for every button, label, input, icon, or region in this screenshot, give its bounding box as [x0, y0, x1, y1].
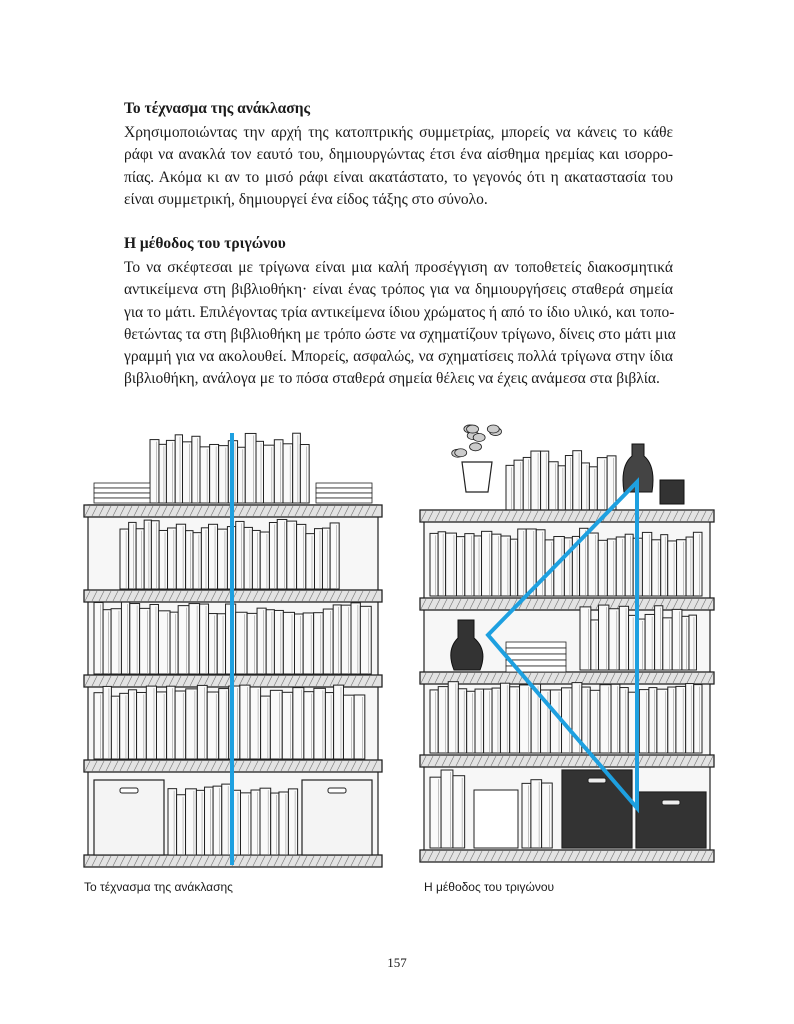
book-spine [270, 690, 282, 759]
book-spine [607, 539, 616, 596]
book-spine [150, 440, 159, 503]
book-spine [590, 690, 600, 753]
book-spine [274, 610, 283, 674]
book-spine [156, 692, 166, 759]
book-spine [283, 444, 293, 503]
bookshelf-reflection-illustration [80, 425, 390, 870]
paragraph-line: είναι συμμετρική, δημιουργεί ένα είδος τάξης στο σύνολο. [124, 190, 488, 208]
book-spine [158, 611, 170, 674]
book-spine [686, 537, 693, 596]
book-spine [430, 690, 438, 753]
book-spine [351, 603, 360, 674]
book-spine [360, 606, 371, 674]
book-spine [323, 609, 333, 674]
book-spine [210, 444, 219, 503]
book-spine [475, 689, 484, 753]
book-spine [282, 692, 293, 759]
book-spine [492, 534, 501, 596]
book-spine [260, 532, 269, 589]
book-spine [244, 527, 252, 589]
stacked-book [506, 648, 566, 654]
book-spine [222, 784, 231, 855]
book-spine [510, 687, 520, 753]
book-spine [264, 445, 275, 503]
book-spine [94, 693, 103, 759]
book-spine [474, 536, 481, 596]
book-spine [607, 456, 616, 510]
book-spine [625, 534, 633, 596]
book-spine [514, 460, 523, 510]
book-spine [573, 451, 582, 510]
book-spine [334, 685, 344, 759]
book-spine [209, 614, 218, 674]
book-spine [120, 529, 129, 589]
book-spine [166, 440, 175, 503]
box-handle [120, 788, 138, 793]
paragraph-line: θετώντας τα στη βιβλιοθήκη με τρόπο ώστε να σχηματίζουν τρίγωνο, δίνεις στο μάτι μια [124, 325, 676, 343]
paragraph-line: αντικείμενα στη βιβλιοθήκη· είναι ένας τρόπος για να δημιουργήσεις σταθερά σημεία [124, 281, 673, 299]
book-spine [668, 541, 677, 596]
book-spine [611, 684, 620, 753]
book-spine [150, 604, 159, 674]
book-spine [257, 608, 266, 674]
paragraph-line: Το να σκέφτεσαι με τρίγωνα είναι μια καλή προσέγγιση αν τοποθετείς διακοσμητικά [124, 259, 673, 276]
book-spine [693, 532, 702, 596]
stacked-book [94, 488, 150, 493]
book-spine [201, 528, 208, 589]
paragraph-line: πίας. Ακόμα κι αν το μισό ράφι είναι ακατάστατο, το γεγονός ότι η ακαταστασία του [124, 168, 673, 186]
book-spine [541, 451, 549, 510]
book-spine [663, 618, 672, 670]
book-spine [177, 795, 186, 855]
book-spine [642, 532, 651, 596]
section-heading-reflection: Το τέχνασμα της ανάκλασης [124, 100, 311, 117]
book-spine [694, 685, 702, 753]
book-spine [175, 691, 186, 759]
book-spine [341, 605, 351, 674]
section-heading-triangle: Η μέθοδος του τριγώνου [124, 235, 286, 252]
book-spine [130, 604, 140, 674]
book-spine [655, 606, 663, 670]
book-spine [186, 689, 198, 759]
book-spine [111, 696, 119, 759]
book-spine [193, 533, 201, 589]
stacked-book [316, 483, 372, 488]
book-spine [510, 539, 517, 596]
book-spine [236, 521, 244, 589]
book-spine [531, 780, 542, 848]
book-spine [175, 435, 182, 503]
book-spine [168, 528, 177, 589]
book-spine [136, 529, 144, 589]
caption-reflection: Το τέχνασμα της ανάκλασης [84, 880, 233, 894]
book-spine [167, 686, 175, 759]
book-spine [94, 603, 103, 674]
book-spine [668, 687, 676, 753]
book-spine [599, 605, 609, 670]
book-spine [333, 605, 341, 674]
book-spine [522, 783, 531, 848]
plant-pot [462, 462, 492, 492]
shelf-board [420, 510, 714, 522]
book-spine [287, 521, 297, 589]
book-spine [271, 793, 279, 855]
shelf-board [420, 755, 714, 767]
book-spine [297, 524, 306, 589]
book-spine [597, 458, 607, 510]
book-spine [518, 529, 527, 596]
book-spine [500, 683, 509, 753]
book-spine [209, 524, 218, 589]
book-spine [582, 463, 590, 510]
book-spine [501, 536, 510, 596]
paragraph-line: ράφι να ανακλά τον εαυτό του, δημιουργώντας έτσι ένα αίσθημα ηρεμίας και ισορρο- [124, 146, 673, 164]
book-spine [293, 688, 304, 759]
book-spine [304, 692, 314, 759]
book-spine [300, 445, 309, 503]
book-spine [682, 616, 689, 670]
book-spine [458, 689, 466, 753]
book-spine [620, 688, 628, 753]
book-spine [657, 689, 668, 753]
book-spine [672, 609, 682, 670]
book-spine [205, 787, 214, 855]
book-spine [591, 620, 599, 670]
book-spine [325, 693, 333, 759]
book-spine [207, 692, 219, 759]
book-spine [218, 529, 228, 589]
book-spine [645, 614, 655, 670]
book-spine [103, 610, 111, 674]
book-spine [314, 688, 326, 759]
book-spine [589, 467, 597, 510]
book-spine [314, 529, 322, 589]
book-spine [482, 531, 492, 596]
book-spine [456, 537, 464, 596]
book-spine [430, 777, 441, 848]
book-spine [137, 692, 147, 759]
bookshelf-triangle-illustration [410, 410, 720, 870]
page-number: 157 [387, 955, 407, 970]
book-spine [186, 531, 193, 589]
book-spine [542, 783, 553, 848]
book-spine [189, 604, 200, 674]
caption-triangle: Η μέθοδος του τριγώνου [424, 880, 555, 894]
book-spine [159, 530, 167, 589]
book-spine [565, 456, 572, 510]
paragraph-reflection [124, 122, 673, 211]
stacked-book [506, 642, 566, 648]
stacked-book [506, 654, 566, 660]
book-spine [639, 690, 649, 753]
book-spine [120, 693, 129, 759]
book-spine [128, 690, 136, 759]
book-spine [240, 685, 250, 759]
book-spine [564, 538, 572, 596]
book-spine [245, 433, 256, 503]
book-spine [196, 790, 204, 855]
plant-leaf [473, 433, 485, 441]
box-handle [588, 778, 606, 783]
paragraph-triangle [124, 257, 676, 391]
book-spine [269, 523, 277, 589]
book-spine [580, 607, 591, 670]
book-spine [261, 696, 271, 759]
book-spine [441, 770, 453, 848]
book-spine [322, 528, 330, 589]
book-spine [588, 533, 598, 596]
book-spine [213, 786, 222, 855]
book-spine [600, 685, 611, 753]
book-spine [274, 440, 283, 503]
book-spine [247, 613, 257, 674]
glass-cup [474, 790, 518, 848]
shelf-board [420, 672, 714, 684]
book-spine [197, 685, 207, 759]
book-spine [523, 457, 531, 510]
book-spine [484, 689, 492, 753]
book-spine [652, 540, 661, 596]
book-spine [192, 436, 200, 503]
paragraph-line: βιβλιοθήκη, ανάλογα με το πόσα σταθερά σημεία θέλεις να έχεις ανάμεσα στα βιβλία. [124, 370, 660, 388]
book-spine [277, 519, 287, 589]
book-spine [183, 442, 192, 503]
book-spine [448, 682, 458, 753]
book-spine [676, 686, 686, 753]
book-spine [686, 684, 694, 753]
box-handle [328, 788, 346, 793]
book-spine [314, 613, 324, 674]
book-spine [236, 612, 247, 674]
plant-leaf [487, 425, 499, 433]
book-spine [677, 540, 686, 596]
book-spine [430, 533, 438, 596]
book-spine [330, 523, 339, 589]
book-spine [103, 686, 111, 759]
book-spine [260, 788, 271, 855]
plant-leaf [455, 449, 467, 457]
book-spine [467, 691, 475, 753]
stacked-book [316, 493, 372, 498]
plant-leaf [470, 443, 482, 451]
plant-leaf [467, 425, 479, 433]
stacked-book [316, 498, 372, 503]
book-spine [200, 447, 210, 503]
book-spine [354, 695, 365, 759]
book-spine [176, 524, 185, 589]
book-spine [549, 462, 558, 510]
stacked-book [316, 488, 372, 493]
book-spine [446, 533, 457, 596]
book-spine [252, 530, 260, 589]
book-spine [306, 534, 315, 589]
book-spine [649, 688, 657, 753]
stacked-book [94, 498, 150, 503]
book-spine [168, 789, 177, 855]
book-spine [256, 441, 263, 503]
book-spine [520, 685, 532, 753]
book-spine [453, 776, 465, 848]
book-spine [121, 602, 129, 674]
book-spine [438, 687, 448, 753]
book-spine [438, 532, 446, 596]
book-spine [251, 790, 260, 855]
book-spine [558, 466, 565, 510]
book-spine [159, 444, 166, 503]
jar-dark [660, 480, 684, 504]
book-spine [219, 446, 229, 503]
stacked-book [94, 493, 150, 498]
book-spine [266, 610, 274, 674]
paragraph-line: για το μάτι. Επιλέγοντας τρία αντικείμενα ίδιου χρώματος ή από το ίδιο υλικό, και τοπο- [124, 303, 675, 321]
book-spine [295, 614, 304, 674]
book-spine [140, 608, 150, 674]
book-spine [240, 793, 250, 855]
book-spine [629, 615, 636, 670]
book-spine [279, 792, 288, 855]
book-spine [217, 614, 225, 674]
shelf-board [420, 850, 714, 862]
shelf-board [420, 598, 714, 610]
book-spine [661, 535, 668, 596]
book-spine [238, 447, 246, 503]
stacked-book [94, 483, 150, 488]
book-spine [598, 540, 607, 596]
book-spine [111, 609, 121, 674]
book-spine [689, 615, 696, 670]
book-spine [186, 789, 197, 855]
book-spine [170, 612, 178, 674]
book-spine [219, 689, 229, 759]
book-spine [250, 687, 261, 759]
book-spine [616, 537, 625, 596]
paragraph-line: γραμμή για να ακολουθεί. Μπορείς, ασφαλώς, να σχηματίσεις πολλά τρίγωνα στην ίδια [124, 348, 673, 366]
book-spine [178, 606, 189, 674]
book-spine [303, 613, 313, 674]
book-spine [506, 465, 514, 510]
book-spine [343, 695, 354, 759]
paragraph-line: Χρησιμοποιώντας την αρχή της κατοπτρικής συμμετρίας, μπορείς να κάνεις το κάθε [124, 124, 673, 141]
book-spine [465, 534, 474, 596]
book-spine [492, 688, 500, 753]
book-spine [146, 686, 156, 759]
book-spine [619, 606, 628, 670]
book-spine [129, 522, 136, 589]
book-spine [609, 609, 619, 670]
book-spine [200, 604, 209, 674]
book-spine [151, 521, 159, 589]
book-spine [531, 451, 541, 510]
box-handle [662, 800, 680, 805]
book-spine [144, 520, 151, 589]
book-spine [283, 612, 294, 674]
book-spine [293, 433, 301, 503]
book-spine [288, 789, 297, 855]
